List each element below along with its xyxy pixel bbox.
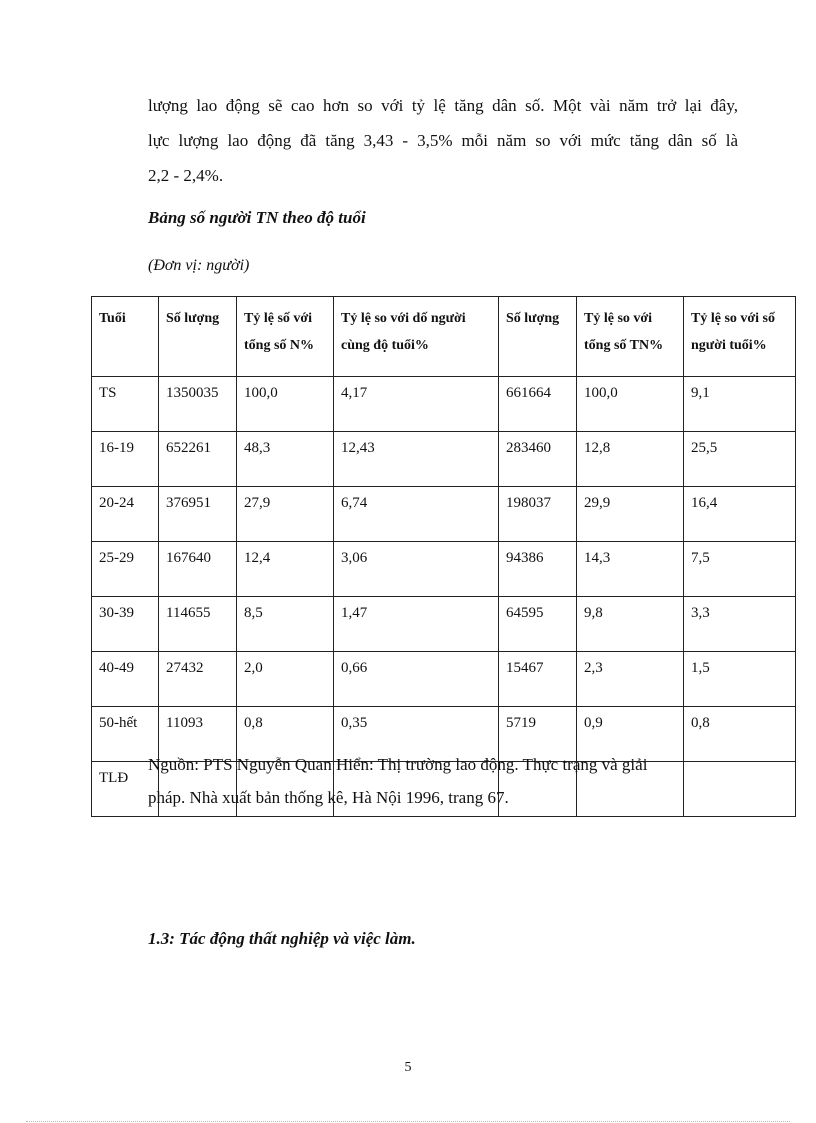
table-cell: 9,1: [684, 377, 796, 432]
page-number: 5: [404, 1060, 412, 1075]
header-cell: Tỷ lệ so với tổng số TN%: [577, 297, 684, 377]
table-cell: 15467: [499, 652, 577, 707]
table-cell: 11093: [159, 707, 237, 762]
table-cell: TLĐ: [92, 762, 159, 817]
table-row: [92, 542, 796, 597]
table-row: [92, 652, 796, 707]
table-cell: 30-39: [92, 597, 159, 652]
header-cell: Số lượng: [159, 297, 237, 377]
table-cell: 16,4: [684, 487, 796, 542]
table-cell: 6,74: [334, 487, 499, 542]
table-cell: 661664: [499, 377, 577, 432]
footer-divider: [26, 1121, 790, 1122]
header-cell: Tỷ lệ số với tổng số N%: [237, 297, 334, 377]
table-row: [92, 432, 796, 487]
header-cell: Tỷ lệ so với dố người cùng độ tuổi%: [334, 297, 499, 377]
table-cell: 0,66: [334, 652, 499, 707]
intro-line: lượng lao động sẽ cao hơn so với tỷ lệ tăng dân số. Một vài năm trở lại đây,: [148, 96, 738, 115]
table-cell: 12,8: [577, 432, 684, 487]
section-heading: 1.3: Tác động thất nghiệp và việc làm.: [148, 929, 416, 948]
table-cell: 64595: [499, 597, 577, 652]
table-cell: 114655: [159, 597, 237, 652]
table-cell: 0,35: [334, 707, 499, 762]
table-cell: 12,4: [237, 542, 334, 597]
table-cell: 27,9: [237, 487, 334, 542]
header-cell: Tuổi: [92, 297, 159, 377]
table-cell: 100,0: [577, 377, 684, 432]
table-cell: 27432: [159, 652, 237, 707]
unemployment-age-table: [91, 296, 796, 817]
table-cell: 1,47: [334, 597, 499, 652]
table-cell: 12,43: [334, 432, 499, 487]
table-cell: 100,0: [237, 377, 334, 432]
header-cell: Tỷ lệ so với số người tuổi%: [684, 297, 796, 377]
table-cell: 198037: [499, 487, 577, 542]
table-cell: 4,17: [334, 377, 499, 432]
intro-line: lực lượng lao động đã tăng 3,43 - 3,5% mỗi năm so với mức tăng dân số là: [148, 131, 738, 150]
source-note: [148, 748, 738, 814]
table-unit: (Đơn vị: người): [148, 257, 250, 274]
table-cell: 1,5: [684, 652, 796, 707]
table-cell: 20-24: [92, 487, 159, 542]
table-row: [92, 487, 796, 542]
table-cell: 8,5: [237, 597, 334, 652]
table-cell: 0,8: [684, 707, 796, 762]
table-cell: 50-hết: [92, 707, 159, 762]
table-cell: 3,3: [684, 597, 796, 652]
table-cell: 0,8: [237, 707, 334, 762]
table-cell: 9,8: [577, 597, 684, 652]
table-cell: 48,3: [237, 432, 334, 487]
table-cell: 40-49: [92, 652, 159, 707]
table-header-row: [92, 297, 796, 377]
table-cell: 167640: [159, 542, 237, 597]
table-cell: 652261: [159, 432, 237, 487]
header-cell: Số lượng: [499, 297, 577, 377]
table-cell: 5719: [499, 707, 577, 762]
table-cell: 1350035: [159, 377, 237, 432]
table-cell: 94386: [499, 542, 577, 597]
table-cell: 16-19: [92, 432, 159, 487]
table-cell: 25-29: [92, 542, 159, 597]
table-cell: 14,3: [577, 542, 684, 597]
source-line: Nguồn: PTS Nguyễn Quan Hiển: Thị trường lao động. Thực trạng và giải: [148, 755, 648, 774]
table-cell: 29,9: [577, 487, 684, 542]
intro-line: 2,2 - 2,4%.: [148, 166, 224, 185]
table-cell: 0,9: [577, 707, 684, 762]
table-title: Bảng số người TN theo độ tuổi: [148, 208, 366, 227]
source-line: pháp. Nhà xuất bản thống kê, Hà Nội 1996, trang 67.: [148, 788, 509, 807]
table-row: [92, 597, 796, 652]
table-cell: 376951: [159, 487, 237, 542]
table-cell: 2,0: [237, 652, 334, 707]
intro-paragraph: [148, 88, 738, 193]
table-cell: 7,5: [684, 542, 796, 597]
table-cell: 3,06: [334, 542, 499, 597]
table-cell: TS: [92, 377, 159, 432]
table-cell: 25,5: [684, 432, 796, 487]
table-cell: 283460: [499, 432, 577, 487]
table-row: [92, 377, 796, 432]
table-cell: 2,3: [577, 652, 684, 707]
